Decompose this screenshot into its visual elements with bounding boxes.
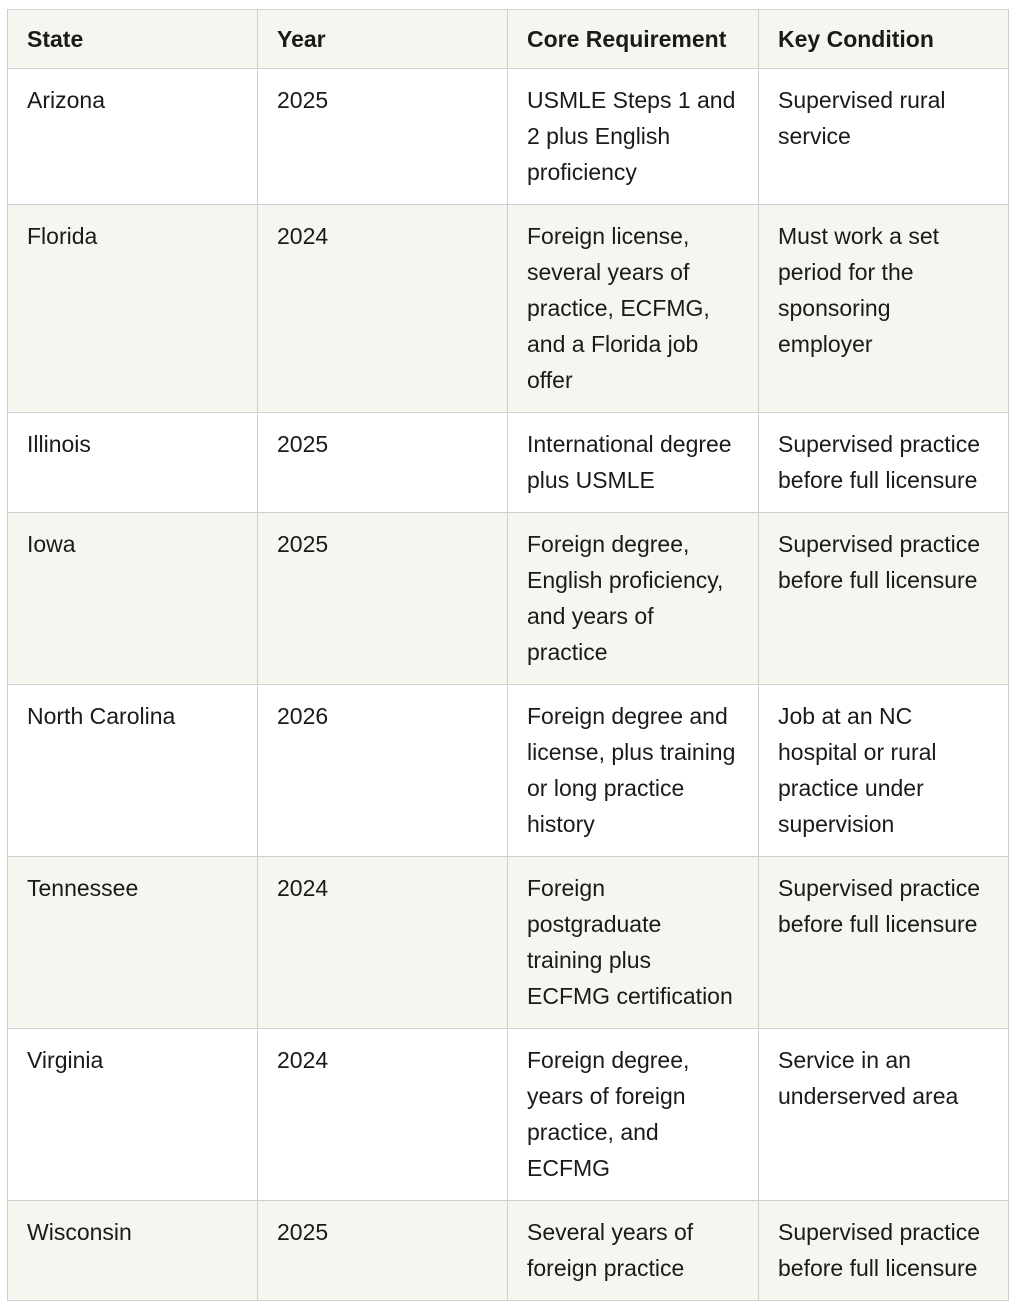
cell-year: 2025	[258, 1201, 508, 1301]
cell-year: 2026	[258, 685, 508, 857]
cell-state: Illinois	[8, 413, 258, 513]
cell-year: 2024	[258, 1029, 508, 1201]
cell-key-condition: Supervised practice before full licensure	[759, 513, 1009, 685]
cell-key-condition: Job at an NC hospital or rural practice under supervision	[759, 685, 1009, 857]
table-row	[8, 1029, 1009, 1201]
cell-year: 2024	[258, 205, 508, 413]
table-row	[8, 513, 1009, 685]
cell-state: Virginia	[8, 1029, 258, 1201]
licensing-table-container	[7, 9, 1008, 1301]
cell-year: 2024	[258, 857, 508, 1029]
table-row	[8, 685, 1009, 857]
cell-year: 2025	[258, 513, 508, 685]
table-row	[8, 857, 1009, 1029]
table-row	[8, 69, 1009, 205]
cell-core-requirement: Foreign license, several years of practice, ECFMG, and a Florida job offer	[508, 205, 759, 413]
cell-key-condition: Supervised practice before full licensure	[759, 1201, 1009, 1301]
cell-state: North Carolina	[8, 685, 258, 857]
cell-state: Arizona	[8, 69, 258, 205]
cell-core-requirement: Foreign postgraduate training plus ECFMG certification	[508, 857, 759, 1029]
cell-core-requirement: Foreign degree, years of foreign practice, and ECFMG	[508, 1029, 759, 1201]
cell-core-requirement: International degree plus USMLE	[508, 413, 759, 513]
cell-core-requirement: Foreign degree and license, plus training or long practice history	[508, 685, 759, 857]
cell-state: Florida	[8, 205, 258, 413]
table-header-row	[8, 10, 1009, 69]
cell-state: Tennessee	[8, 857, 258, 1029]
cell-key-condition: Must work a set period for the sponsoring employer	[759, 205, 1009, 413]
cell-core-requirement: USMLE Steps 1 and 2 plus English proficiency	[508, 69, 759, 205]
header-year: Year	[258, 10, 508, 69]
cell-key-condition: Supervised rural service	[759, 69, 1009, 205]
cell-year: 2025	[258, 413, 508, 513]
cell-state: Iowa	[8, 513, 258, 685]
cell-key-condition: Supervised practice before full licensure	[759, 857, 1009, 1029]
table-row	[8, 205, 1009, 413]
cell-core-requirement: Several years of foreign practice	[508, 1201, 759, 1301]
licensing-table	[7, 9, 1009, 1301]
cell-year: 2025	[258, 69, 508, 205]
cell-state: Wisconsin	[8, 1201, 258, 1301]
table-row	[8, 413, 1009, 513]
header-key-condition: Key Condition	[759, 10, 1009, 69]
cell-key-condition: Service in an underserved area	[759, 1029, 1009, 1201]
cell-core-requirement: Foreign degree, English proficiency, and years of practice	[508, 513, 759, 685]
header-state: State	[8, 10, 258, 69]
header-core-requirement: Core Requirement	[508, 10, 759, 69]
cell-key-condition: Supervised practice before full licensure	[759, 413, 1009, 513]
table-row	[8, 1201, 1009, 1301]
